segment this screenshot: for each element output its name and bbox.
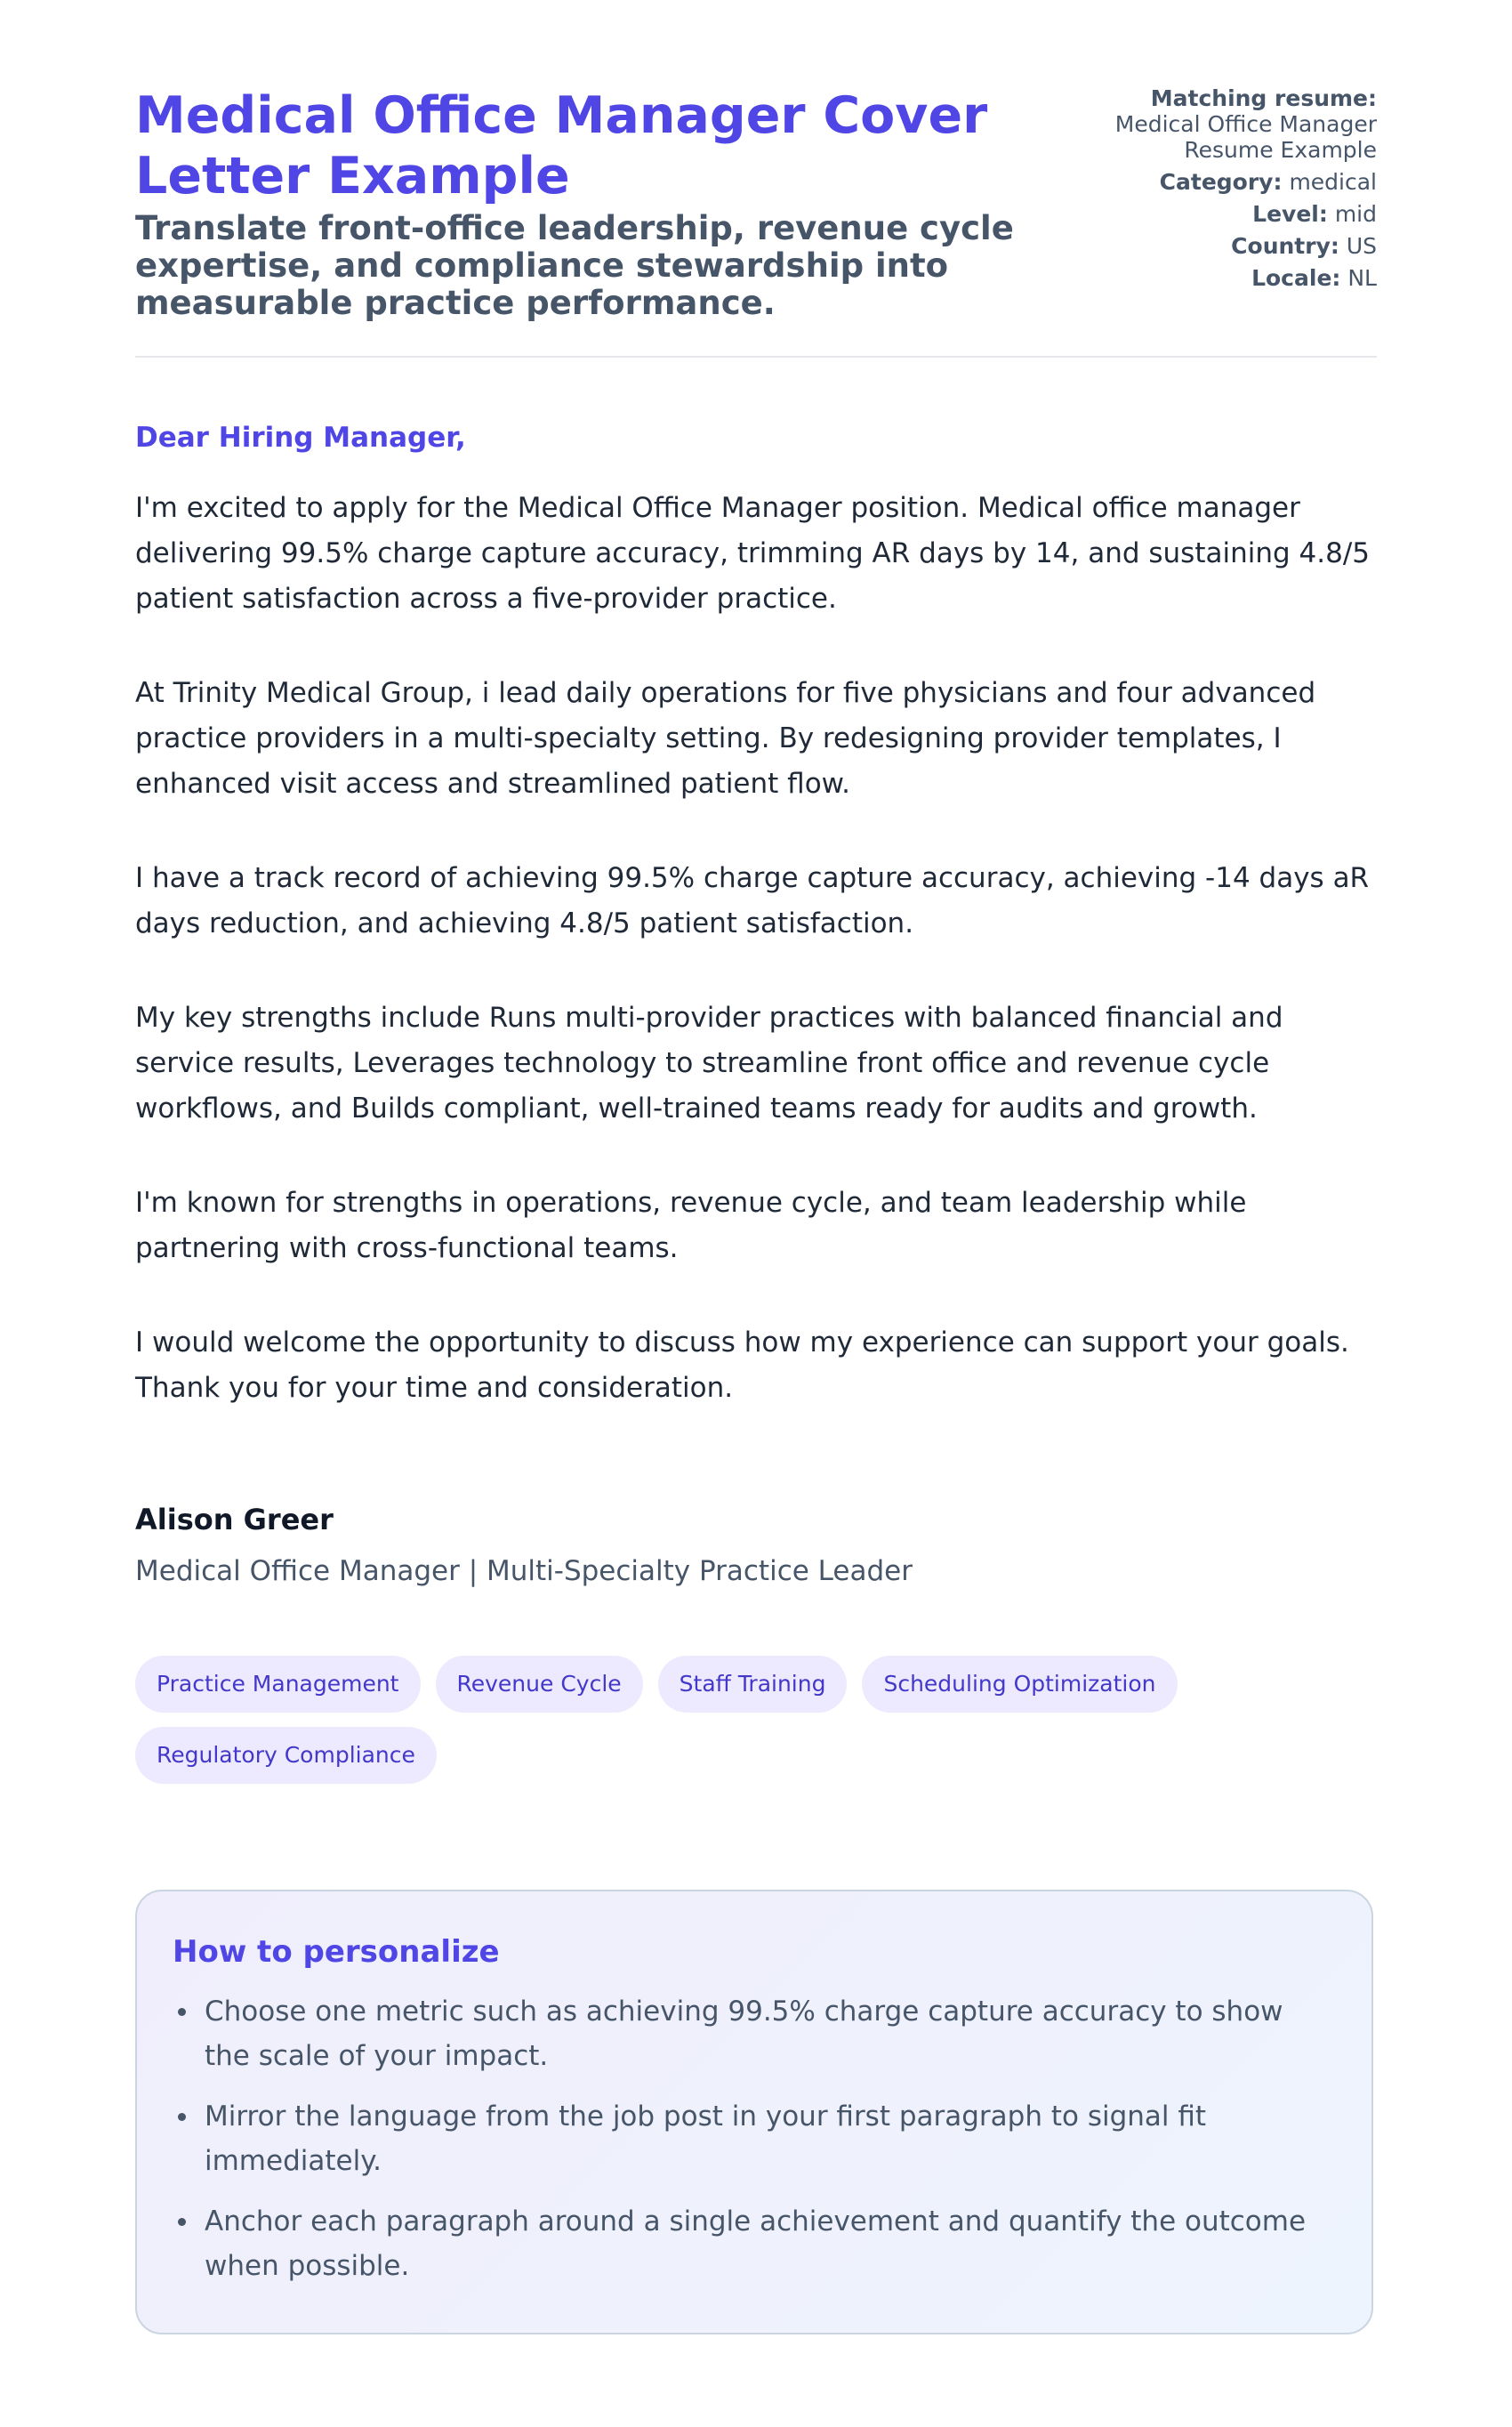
letter-paragraph: I would welcome the opportunity to discuss how my experience can support your goals. Thank you for your time and consideration. <box>135 1326 1349 1404</box>
letter-greeting: Dear Hiring Manager, <box>135 422 466 454</box>
meta-level-value: mid <box>1334 201 1377 227</box>
personalize-tip: Mirror the language from the job post in your first paragraph to signal fit immediately. <box>173 2094 1336 2183</box>
personalize-tips-card <box>135 1890 1373 2334</box>
letter-paragraph: At Trinity Medical Group, i lead daily operations for five physicians and four advanced practice providers in a multi-specialty setting. By redesigning provider templates, I enhanced visit access and streamlined patient flow. <box>135 677 1316 800</box>
meta-panel <box>1092 85 1377 297</box>
meta-country <box>1092 233 1377 259</box>
skill-tag: Practice Management <box>135 1656 421 1713</box>
letter-paragraph: I'm known for strengths in operations, revenue cycle, and team leadership while partnering with cross-functional teams. <box>135 1187 1247 1264</box>
skill-tags <box>135 1656 1202 1784</box>
skill-tag: Staff Training <box>658 1656 848 1713</box>
meta-locale-value: NL <box>1347 265 1377 291</box>
meta-country-value: US <box>1346 233 1377 259</box>
meta-category-value: medical <box>1289 169 1377 195</box>
meta-matching-resume-label: Matching resume: <box>1150 85 1377 111</box>
letter-paragraph: I have a track record of achieving 99.5% charge capture accuracy, achieving -14 days aR days reduction, and achieving 4.8/5 patient satisfaction. <box>135 862 1370 939</box>
personalize-tip: Choose one metric such as achieving 99.5% charge capture accuracy to show the scale of your impact. <box>173 1989 1336 2078</box>
letter-paragraph: My key strengths include Runs multi-provider practices with balanced financial and service results, Leverages technology to streamline front office and revenue cycle workflows, and Builds compliant, well-trained teams ready for audits and growth. <box>135 1002 1283 1125</box>
personalize-heading: How to personalize <box>173 1934 500 1970</box>
meta-country-label: Country: <box>1231 233 1339 259</box>
letter-body <box>135 420 1377 1411</box>
meta-matching-resume <box>1092 85 1377 163</box>
meta-locale-label: Locale: <box>1251 265 1341 291</box>
meta-level <box>1092 201 1377 227</box>
signature-block <box>135 1502 1377 1589</box>
meta-category-label: Category: <box>1159 169 1283 195</box>
meta-matching-resume-link[interactable]: Medical Office Manager Resume Example <box>1114 111 1377 163</box>
page-header <box>135 0 1377 358</box>
personalize-tip: Anchor each paragraph around a single achievement and quantify the outcome when possible. <box>173 2199 1336 2288</box>
skill-tag: Regulatory Compliance <box>135 1727 437 1784</box>
meta-category <box>1092 169 1377 195</box>
letter-paragraph: I'm excited to apply for the Medical Office Manager position. Medical office manager delivering 99.5% charge capture accuracy, trimming AR days by 14, and sustaining 4.8/5 patient satisfaction across a five-provider practice. <box>135 492 1370 615</box>
signature-name: Alison Greer <box>135 1503 334 1536</box>
skill-tag: Revenue Cycle <box>436 1656 643 1713</box>
page-title: Medical Office Manager Cover Letter Example <box>135 86 988 206</box>
page-subtitle: Translate front-office leadership, revenue cycle expertise, and compliance stewardship into measurable practice performance. <box>135 209 1014 322</box>
skill-tag: Scheduling Optimization <box>862 1656 1177 1713</box>
meta-locale <box>1092 265 1377 291</box>
personalize-tips-list <box>173 1989 1336 2288</box>
meta-level-label: Level: <box>1252 201 1328 227</box>
signature-title: Medical Office Manager | Multi-Specialty Practice Leader <box>135 1555 913 1587</box>
